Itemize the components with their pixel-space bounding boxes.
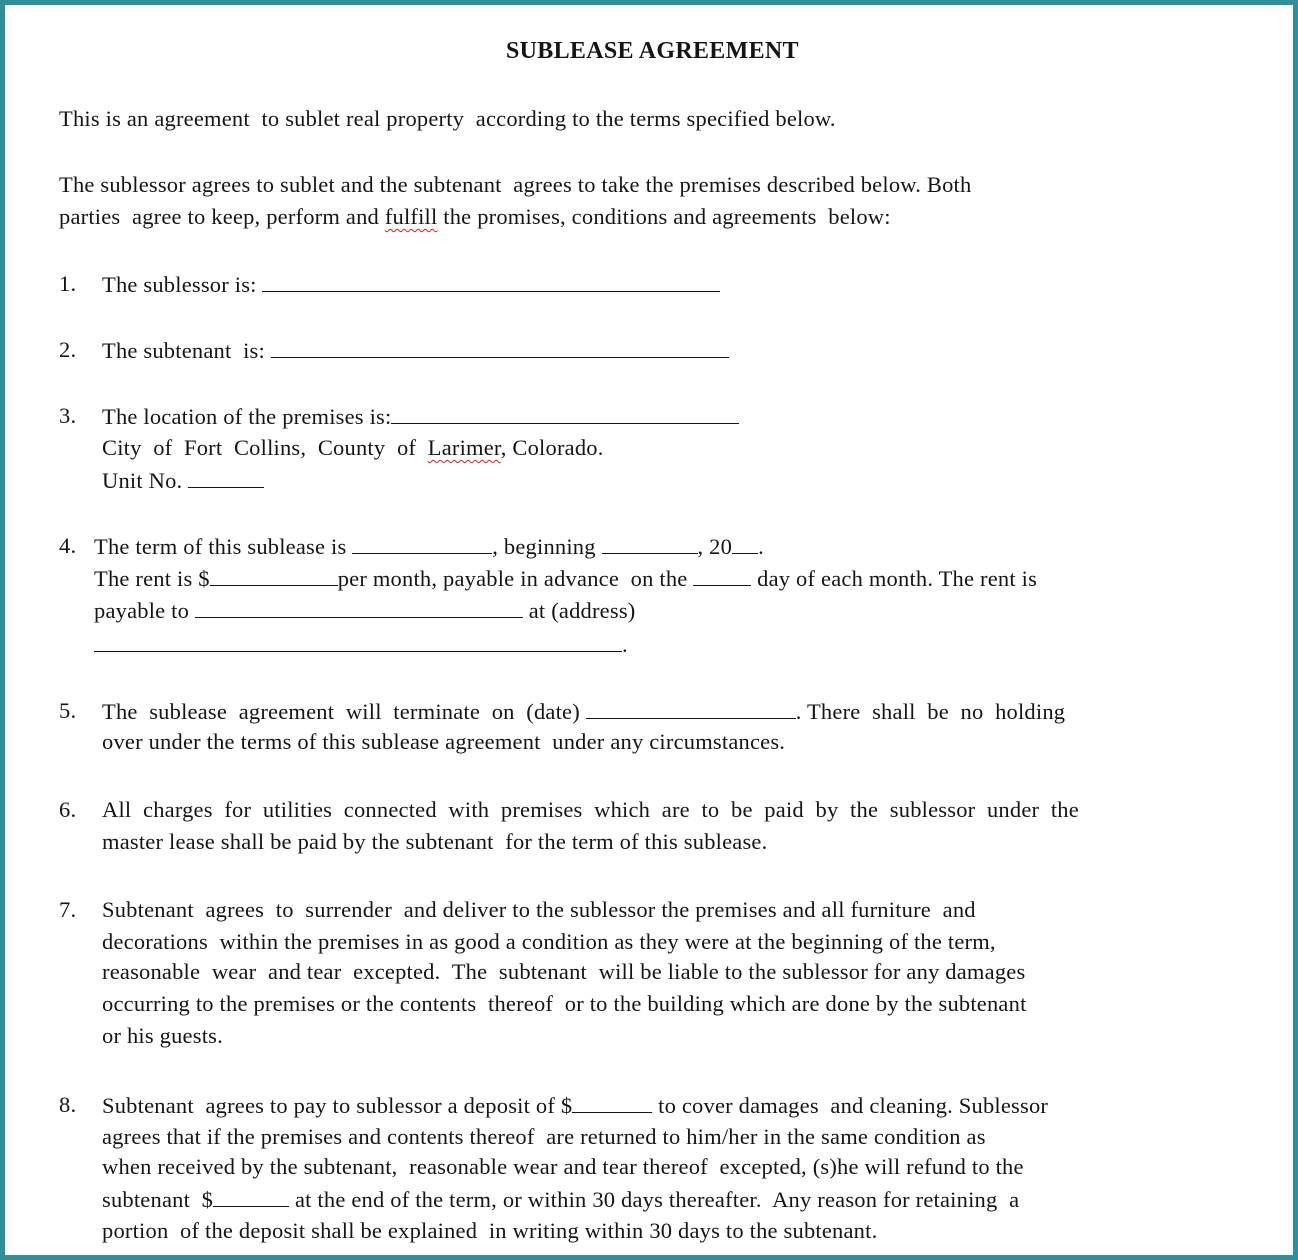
item-number: 7. bbox=[59, 897, 77, 922]
refund-terms-text: at the end of the term, or within 30 days thereafter. Any reason for retaining a bbox=[294, 1187, 1020, 1212]
location-label: The location of the premises is: bbox=[102, 404, 392, 429]
deposit-label: Subtenant agrees to pay to sublessor a deposit of $ bbox=[102, 1093, 573, 1118]
item-number: 4. bbox=[59, 533, 77, 558]
sublessor-label: The sublessor is: bbox=[102, 272, 257, 297]
year-blank bbox=[732, 535, 758, 554]
refund-amount-blank bbox=[213, 1188, 289, 1207]
item-number: 5. bbox=[59, 698, 77, 723]
beginning-label: , beginning bbox=[492, 534, 596, 559]
item-4-line-1 bbox=[94, 535, 764, 559]
item-8-line-3: when received by the subtenant, reasonable wear and tear thereof excepted, (s)he will refund to the bbox=[102, 1154, 1024, 1179]
item-8-line-5: portion of the deposit shall be explained in writing within 30 days to the subtenant. bbox=[102, 1218, 878, 1243]
subtenant-label: The subtenant is: bbox=[102, 338, 265, 363]
preamble-line-2-end: the promises, conditions and agreements below: bbox=[437, 204, 891, 229]
rent-payable-text: day of each month. The rent is bbox=[757, 566, 1038, 591]
document-title: SUBLEASE AGREEMENT bbox=[506, 38, 799, 64]
item-5-line-2: over under the terms of this sublease agreement under any circumstances. bbox=[102, 729, 786, 754]
item-4-line-4 bbox=[94, 633, 628, 657]
item-3-line-2 bbox=[102, 437, 604, 460]
payee-blank bbox=[195, 599, 523, 618]
term-label: The term of this sublease is bbox=[94, 534, 347, 559]
unit-label: Unit No. bbox=[102, 468, 183, 493]
per-month-text: per month, payable in advance on the bbox=[337, 566, 688, 591]
item-7-line-3: reasonable wear and tear excepted. The subtenant will be liable to the sublessor for any damages bbox=[102, 959, 1026, 984]
item-1-line bbox=[102, 273, 720, 297]
item-5-line-1 bbox=[102, 700, 1065, 724]
misspelled-word: fulfill bbox=[384, 204, 438, 229]
item-7-line-5: or his guests. bbox=[102, 1023, 223, 1048]
item-number: 8. bbox=[59, 1092, 77, 1117]
unit-blank bbox=[188, 469, 264, 488]
item-3-line-1 bbox=[102, 405, 739, 429]
item-4-line-3 bbox=[94, 599, 635, 623]
period: . bbox=[758, 534, 764, 559]
city-text: City of Fort Collins, County of bbox=[102, 435, 428, 460]
payable-to-label: payable to bbox=[94, 598, 190, 623]
address-label: at (address) bbox=[528, 598, 636, 623]
item-2-line bbox=[102, 339, 729, 363]
state-text: , Colorado. bbox=[500, 435, 604, 460]
start-date-blank bbox=[602, 535, 698, 554]
deposit-purpose-text: to cover damages and cleaning. Sublessor bbox=[658, 1093, 1049, 1118]
item-8-line-1 bbox=[102, 1094, 1048, 1118]
location-blank bbox=[391, 405, 739, 424]
termination-date-blank bbox=[586, 700, 796, 719]
refund-label: subtenant $ bbox=[102, 1187, 214, 1212]
item-7-line-1: Subtenant agrees to surrender and deliver to the sublessor the premises and all furniture and bbox=[102, 897, 976, 922]
preamble-line-2 bbox=[59, 206, 891, 229]
rent-day-blank bbox=[693, 567, 751, 586]
rent-amount-blank bbox=[210, 567, 338, 586]
deposit-amount-blank bbox=[572, 1094, 652, 1113]
item-8-line-2: agrees that if the premises and contents thereof are returned to him/her in the same condition as bbox=[102, 1124, 986, 1149]
item-number: 2. bbox=[59, 337, 77, 362]
item-7-line-4: occurring to the premises or the contents thereof or to the building which are done by the subtenant bbox=[102, 991, 1027, 1016]
item-number: 1. bbox=[59, 271, 77, 296]
item-7-line-2: decorations within the premises in as good a condition as they were at the beginning of the term, bbox=[102, 929, 996, 954]
item-number: 3. bbox=[59, 403, 77, 428]
item-6-line-2: master lease shall be paid by the subtenant for the term of this sublease. bbox=[102, 829, 768, 854]
terminate-label: The sublease agreement will terminate on (date) bbox=[102, 699, 580, 724]
address-blank bbox=[94, 633, 622, 652]
item-4-line-2 bbox=[94, 567, 1037, 591]
item-3-line-3 bbox=[102, 469, 264, 493]
preamble-line-2-start: parties agree to keep, perform and bbox=[59, 204, 385, 229]
term-blank bbox=[352, 535, 492, 554]
item-number: 6. bbox=[59, 797, 77, 822]
sublessor-blank bbox=[262, 273, 720, 292]
misspelled-word: Larimer bbox=[427, 435, 501, 460]
year-prefix: , 20 bbox=[697, 534, 733, 559]
preamble-line-1: The sublessor agrees to sublet and the subtenant agrees to take the premises described below. Both bbox=[59, 172, 972, 197]
holding-text: . There shall be no holding bbox=[795, 699, 1066, 724]
subtenant-blank bbox=[271, 339, 729, 358]
period: . bbox=[622, 632, 628, 657]
item-6-line-1: All charges for utilities connected with premises which are to be paid by the sublessor under the bbox=[102, 797, 1079, 822]
item-8-line-4 bbox=[102, 1188, 1019, 1212]
rent-label: The rent is $ bbox=[94, 566, 210, 591]
intro-paragraph: This is an agreement to sublet real property according to the terms specified below. bbox=[59, 106, 836, 131]
